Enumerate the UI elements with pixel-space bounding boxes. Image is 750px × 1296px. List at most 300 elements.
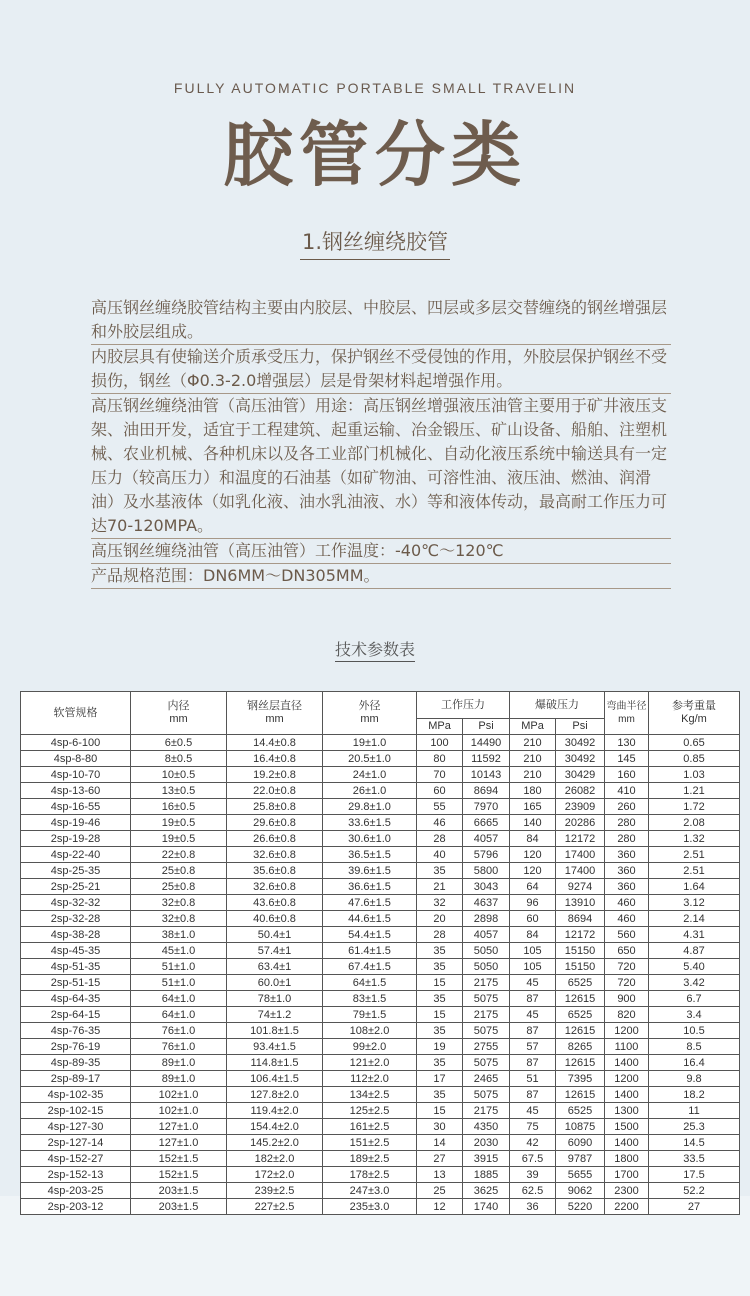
cell-model: 4sp-38-28: [21, 927, 131, 943]
cell-burst-psi: 23909: [556, 799, 605, 815]
cell-outer-diameter: 83±1.5: [323, 991, 417, 1007]
cell-burst-psi: 7395: [556, 1071, 605, 1087]
cell-working-mpa: 21: [417, 879, 463, 895]
spec-table: [20, 691, 740, 1215]
cell-outer-diameter: 61.4±1.5: [323, 943, 417, 959]
section-title-text: 1.钢丝缠绕胶管: [300, 226, 450, 260]
cell-outer-diameter: 36.6±1.5: [323, 879, 417, 895]
cell-working-mpa: 32: [417, 895, 463, 911]
table-row: [21, 735, 740, 751]
intro-text-block: [91, 296, 671, 589]
cell-outer-diameter: 26±1.0: [323, 783, 417, 799]
cell-weight: 2.51: [649, 863, 740, 879]
cell-wire-diameter: 16.4±0.8: [227, 751, 323, 767]
cell-weight: 3.12: [649, 895, 740, 911]
table-row: [21, 831, 740, 847]
cell-bend-radius: 1500: [605, 1119, 649, 1135]
cell-wire-diameter: 32.6±0.8: [227, 879, 323, 895]
cell-outer-diameter: 39.6±1.5: [323, 863, 417, 879]
cell-inner-diameter: 76±1.0: [131, 1023, 227, 1039]
cell-burst-psi: 26082: [556, 783, 605, 799]
cell-burst-mpa: 67.5: [510, 1151, 556, 1167]
cell-burst-psi: 17400: [556, 863, 605, 879]
cell-burst-psi: 30492: [556, 751, 605, 767]
cell-weight: 1.21: [649, 783, 740, 799]
cell-inner-diameter: 203±1.5: [131, 1199, 227, 1215]
table-row: [21, 911, 740, 927]
cell-burst-mpa: 210: [510, 751, 556, 767]
table-row: [21, 1119, 740, 1135]
cell-inner-diameter: 22±0.8: [131, 847, 227, 863]
cell-weight: 2.08: [649, 815, 740, 831]
cell-burst-mpa: 51: [510, 1071, 556, 1087]
cell-bend-radius: 650: [605, 943, 649, 959]
cell-inner-diameter: 64±1.0: [131, 991, 227, 1007]
cell-model: 4sp-64-35: [21, 991, 131, 1007]
cell-working-mpa: 25: [417, 1183, 463, 1199]
cell-model: 4sp-45-35: [21, 943, 131, 959]
cell-inner-diameter: 38±1.0: [131, 927, 227, 943]
cell-wire-diameter: 154.4±2.0: [227, 1119, 323, 1135]
cell-inner-diameter: 10±0.5: [131, 767, 227, 783]
cell-burst-mpa: 87: [510, 1087, 556, 1103]
cell-burst-mpa: 105: [510, 943, 556, 959]
header-inner-diameter: 内径 mm: [131, 692, 227, 735]
cell-bend-radius: 1200: [605, 1071, 649, 1087]
cell-wire-diameter: 32.6±0.8: [227, 847, 323, 863]
cell-wire-diameter: 172±2.0: [227, 1167, 323, 1183]
cell-working-psi: 4637: [463, 895, 510, 911]
cell-working-psi: 8694: [463, 783, 510, 799]
cell-burst-psi: 17400: [556, 847, 605, 863]
cell-bend-radius: 1700: [605, 1167, 649, 1183]
cell-outer-diameter: 125±2.5: [323, 1103, 417, 1119]
cell-inner-diameter: 32±0.8: [131, 895, 227, 911]
cell-working-psi: 2030: [463, 1135, 510, 1151]
cell-model: 2sp-51-15: [21, 975, 131, 991]
cell-model: 4sp-8-80: [21, 751, 131, 767]
cell-burst-psi: 8265: [556, 1039, 605, 1055]
cell-burst-psi: 10875: [556, 1119, 605, 1135]
cell-weight: 4.31: [649, 927, 740, 943]
cell-bend-radius: 1300: [605, 1103, 649, 1119]
cell-model: 4sp-76-35: [21, 1023, 131, 1039]
cell-working-mpa: 15: [417, 1007, 463, 1023]
cell-outer-diameter: 178±2.5: [323, 1167, 417, 1183]
cell-outer-diameter: 36.5±1.5: [323, 847, 417, 863]
cell-working-psi: 7970: [463, 799, 510, 815]
cell-weight: 52.2: [649, 1183, 740, 1199]
cell-working-psi: 2465: [463, 1071, 510, 1087]
cell-inner-diameter: 152±1.5: [131, 1151, 227, 1167]
cell-wire-diameter: 74±1.2: [227, 1007, 323, 1023]
cell-model: 4sp-25-35: [21, 863, 131, 879]
intro-paragraph: 高压钢丝缠绕油管（高压油管）用途：高压钢丝增强液压油管主要用于矿井液压支架、油田开发，适宜于工程建筑、起重运输、冶金锻压、矿山设备、船舶、注塑机械、农业机械、各种机床以及各工业部门机械化、自动化液压系统中输送具有一定压力（较高压力）和温度的石油基（如矿物油、可溶性油、液压油、燃油、润滑油）及水基液体（如乳化液、油水乳油液、水）等和液体传动，最高耐工作压力可达70-120MPA。: [91, 394, 671, 539]
cell-wire-diameter: 106.4±1.5: [227, 1071, 323, 1087]
cell-wire-diameter: 78±1.0: [227, 991, 323, 1007]
cell-model: 4sp-32-32: [21, 895, 131, 911]
cell-inner-diameter: 8±0.5: [131, 751, 227, 767]
cell-wire-diameter: 227±2.5: [227, 1199, 323, 1215]
cell-working-psi: 2175: [463, 1103, 510, 1119]
cell-working-psi: 1740: [463, 1199, 510, 1215]
cell-wire-diameter: 50.4±1: [227, 927, 323, 943]
cell-wire-diameter: 26.6±0.8: [227, 831, 323, 847]
cell-inner-diameter: 102±1.0: [131, 1103, 227, 1119]
table-row: [21, 767, 740, 783]
cell-weight: 3.42: [649, 975, 740, 991]
table-row: [21, 1007, 740, 1023]
cell-model: 4sp-89-35: [21, 1055, 131, 1071]
cell-inner-diameter: 25±0.8: [131, 863, 227, 879]
cell-wire-diameter: 40.6±0.8: [227, 911, 323, 927]
cell-inner-diameter: 19±0.5: [131, 815, 227, 831]
cell-burst-mpa: 42: [510, 1135, 556, 1151]
cell-inner-diameter: 13±0.5: [131, 783, 227, 799]
cell-working-mpa: 13: [417, 1167, 463, 1183]
cell-burst-mpa: 165: [510, 799, 556, 815]
cell-outer-diameter: 30.6±1.0: [323, 831, 417, 847]
cell-weight: 1.03: [649, 767, 740, 783]
cell-working-psi: 4350: [463, 1119, 510, 1135]
cell-bend-radius: 460: [605, 895, 649, 911]
cell-working-psi: 4057: [463, 831, 510, 847]
cell-bend-radius: 820: [605, 1007, 649, 1023]
cell-burst-psi: 12172: [556, 831, 605, 847]
cell-burst-psi: 30492: [556, 735, 605, 751]
cell-wire-diameter: 19.2±0.8: [227, 767, 323, 783]
cell-outer-diameter: 64±1.5: [323, 975, 417, 991]
cell-wire-diameter: 93.4±1.5: [227, 1039, 323, 1055]
cell-burst-mpa: 60: [510, 911, 556, 927]
table-row: [21, 1055, 740, 1071]
intro-paragraph: 内胶层具有使输送介质承受压力，保护钢丝不受侵蚀的作用，外胶层保护钢丝不受损伤，钢丝（Φ0.3-2.0增强层）层是骨架材料起增强作用。: [91, 345, 671, 394]
cell-working-mpa: 30: [417, 1119, 463, 1135]
table-row: [21, 1135, 740, 1151]
cell-working-mpa: 80: [417, 751, 463, 767]
cell-burst-mpa: 87: [510, 1023, 556, 1039]
cell-working-psi: 3915: [463, 1151, 510, 1167]
cell-bend-radius: 280: [605, 815, 649, 831]
cell-working-mpa: 60: [417, 783, 463, 799]
header-model: 软管规格: [21, 692, 131, 735]
cell-wire-diameter: 60.0±1: [227, 975, 323, 991]
cell-burst-psi: 15150: [556, 959, 605, 975]
table-row: [21, 895, 740, 911]
cell-wire-diameter: 25.8±0.8: [227, 799, 323, 815]
cell-inner-diameter: 51±1.0: [131, 959, 227, 975]
table-row: [21, 847, 740, 863]
table-row: [21, 1103, 740, 1119]
cell-weight: 11: [649, 1103, 740, 1119]
cell-working-psi: 3043: [463, 879, 510, 895]
header-outer-diameter: 外径 mm: [323, 692, 417, 735]
cell-burst-mpa: 96: [510, 895, 556, 911]
header-wire-diameter: 钢丝层直径 mm: [227, 692, 323, 735]
spec-table-body: [21, 735, 740, 1215]
table-row: [21, 943, 740, 959]
cell-burst-psi: 6525: [556, 1103, 605, 1119]
cell-outer-diameter: 121±2.0: [323, 1055, 417, 1071]
table-row: [21, 927, 740, 943]
cell-working-mpa: 27: [417, 1151, 463, 1167]
cell-burst-psi: 5220: [556, 1199, 605, 1215]
cell-wire-diameter: 35.6±0.8: [227, 863, 323, 879]
cell-bend-radius: 360: [605, 863, 649, 879]
cell-bend-radius: 1100: [605, 1039, 649, 1055]
cell-outer-diameter: 151±2.5: [323, 1135, 417, 1151]
cell-outer-diameter: 161±2.5: [323, 1119, 417, 1135]
cell-wire-diameter: 29.6±0.8: [227, 815, 323, 831]
cell-outer-diameter: 54.4±1.5: [323, 927, 417, 943]
table-row: [21, 799, 740, 815]
cell-bend-radius: 1400: [605, 1087, 649, 1103]
cell-model: 2sp-102-15: [21, 1103, 131, 1119]
cell-outer-diameter: 19±1.0: [323, 735, 417, 751]
cell-burst-mpa: 210: [510, 767, 556, 783]
cell-working-psi: 5050: [463, 943, 510, 959]
cell-weight: 1.72: [649, 799, 740, 815]
cell-outer-diameter: 47.6±1.5: [323, 895, 417, 911]
header-weight: 参考重量 Kg/m: [649, 692, 740, 735]
cell-burst-psi: 12172: [556, 927, 605, 943]
cell-burst-mpa: 140: [510, 815, 556, 831]
cell-outer-diameter: 33.6±1.5: [323, 815, 417, 831]
cell-outer-diameter: 79±1.5: [323, 1007, 417, 1023]
intro-paragraph: 产品规格范围：DN6MM～DN305MM。: [91, 564, 671, 589]
cell-outer-diameter: 108±2.0: [323, 1023, 417, 1039]
cell-working-psi: 2175: [463, 1007, 510, 1023]
cell-outer-diameter: 20.5±1.0: [323, 751, 417, 767]
cell-burst-psi: 6525: [556, 1007, 605, 1023]
cell-bend-radius: 2300: [605, 1183, 649, 1199]
cell-working-psi: 10143: [463, 767, 510, 783]
cell-model: 4sp-16-55: [21, 799, 131, 815]
cell-bend-radius: 130: [605, 735, 649, 751]
cell-burst-mpa: 45: [510, 1103, 556, 1119]
cell-weight: 0.85: [649, 751, 740, 767]
cell-working-mpa: 55: [417, 799, 463, 815]
cell-outer-diameter: 247±3.0: [323, 1183, 417, 1199]
cell-wire-diameter: 145.2±2.0: [227, 1135, 323, 1151]
cell-model: 4sp-10-70: [21, 767, 131, 783]
cell-burst-psi: 12615: [556, 991, 605, 1007]
cell-working-mpa: 35: [417, 1087, 463, 1103]
cell-model: 2sp-32-28: [21, 911, 131, 927]
cell-bend-radius: 145: [605, 751, 649, 767]
cell-wire-diameter: 22.0±0.8: [227, 783, 323, 799]
cell-wire-diameter: 43.6±0.8: [227, 895, 323, 911]
cell-bend-radius: 460: [605, 911, 649, 927]
cell-working-psi: 5796: [463, 847, 510, 863]
cell-burst-mpa: 87: [510, 1055, 556, 1071]
cell-weight: 18.2: [649, 1087, 740, 1103]
cell-burst-psi: 12615: [556, 1055, 605, 1071]
cell-burst-mpa: 120: [510, 847, 556, 863]
cell-weight: 6.7: [649, 991, 740, 1007]
cell-weight: 0.65: [649, 735, 740, 751]
cell-burst-mpa: 36: [510, 1199, 556, 1215]
cell-inner-diameter: 127±1.0: [131, 1119, 227, 1135]
intro-paragraph: 高压钢丝缠绕胶管结构主要由内胶层、中胶层、四层或多层交替缠绕的钢丝增强层和外胶层组成。: [91, 296, 671, 345]
cell-working-mpa: 70: [417, 767, 463, 783]
table-row: [21, 1039, 740, 1055]
cell-model: 2sp-76-19: [21, 1039, 131, 1055]
cell-model: 4sp-203-25: [21, 1183, 131, 1199]
cell-working-psi: 5075: [463, 1055, 510, 1071]
cell-bend-radius: 720: [605, 959, 649, 975]
header-working-mpa: MPa: [417, 719, 463, 735]
cell-burst-mpa: 84: [510, 831, 556, 847]
cell-burst-mpa: 57: [510, 1039, 556, 1055]
cell-weight: 17.5: [649, 1167, 740, 1183]
header-working-psi: Psi: [463, 719, 510, 735]
cell-weight: 4.87: [649, 943, 740, 959]
spec-table-title: [0, 637, 750, 660]
cell-working-mpa: 28: [417, 831, 463, 847]
cell-working-mpa: 19: [417, 1039, 463, 1055]
cell-working-psi: 11592: [463, 751, 510, 767]
cell-model: 2sp-152-13: [21, 1167, 131, 1183]
cell-working-psi: 2755: [463, 1039, 510, 1055]
cell-burst-mpa: 62.5: [510, 1183, 556, 1199]
cell-outer-diameter: 24±1.0: [323, 767, 417, 783]
header-burst-mpa: MPa: [510, 719, 556, 735]
cell-weight: 2.51: [649, 847, 740, 863]
cell-inner-diameter: 89±1.0: [131, 1071, 227, 1087]
cell-outer-diameter: 112±2.0: [323, 1071, 417, 1087]
cell-model: 2sp-64-15: [21, 1007, 131, 1023]
cell-working-psi: 4057: [463, 927, 510, 943]
cell-inner-diameter: 6±0.5: [131, 735, 227, 751]
table-row: [21, 863, 740, 879]
header-working-pressure: 工作压力: [417, 692, 510, 719]
cell-working-mpa: 12: [417, 1199, 463, 1215]
cell-inner-diameter: 127±1.0: [131, 1135, 227, 1151]
cell-model: 2sp-127-14: [21, 1135, 131, 1151]
table-row: [21, 1023, 740, 1039]
cell-burst-psi: 20286: [556, 815, 605, 831]
cell-wire-diameter: 63.4±1: [227, 959, 323, 975]
cell-weight: 14.5: [649, 1135, 740, 1151]
cell-model: 4sp-102-35: [21, 1087, 131, 1103]
cell-bend-radius: 720: [605, 975, 649, 991]
cell-wire-diameter: 239±2.5: [227, 1183, 323, 1199]
cell-bend-radius: 360: [605, 879, 649, 895]
cell-model: 4sp-22-40: [21, 847, 131, 863]
cell-working-psi: 2175: [463, 975, 510, 991]
cell-burst-mpa: 105: [510, 959, 556, 975]
cell-inner-diameter: 32±0.8: [131, 911, 227, 927]
cell-model: 4sp-152-27: [21, 1151, 131, 1167]
cell-bend-radius: 560: [605, 927, 649, 943]
cell-model: 4sp-6-100: [21, 735, 131, 751]
cell-outer-diameter: 67.4±1.5: [323, 959, 417, 975]
cell-bend-radius: 1400: [605, 1055, 649, 1071]
cell-model: 2sp-89-17: [21, 1071, 131, 1087]
cell-wire-diameter: 119.4±2.0: [227, 1103, 323, 1119]
cell-working-psi: 3625: [463, 1183, 510, 1199]
cell-working-mpa: 28: [417, 927, 463, 943]
cell-model: 2sp-19-28: [21, 831, 131, 847]
cell-working-mpa: 15: [417, 1103, 463, 1119]
table-row: [21, 1183, 740, 1199]
cell-working-mpa: 35: [417, 943, 463, 959]
cell-burst-psi: 6090: [556, 1135, 605, 1151]
cell-inner-diameter: 152±1.5: [131, 1167, 227, 1183]
table-row: [21, 1199, 740, 1215]
cell-working-mpa: 17: [417, 1071, 463, 1087]
cell-working-mpa: 35: [417, 991, 463, 1007]
cell-working-psi: 5050: [463, 959, 510, 975]
cell-working-psi: 5075: [463, 991, 510, 1007]
table-row: [21, 975, 740, 991]
cell-model: 2sp-203-12: [21, 1199, 131, 1215]
cell-working-mpa: 20: [417, 911, 463, 927]
cell-bend-radius: 1400: [605, 1135, 649, 1151]
cell-weight: 9.8: [649, 1071, 740, 1087]
table-row: [21, 751, 740, 767]
cell-inner-diameter: 45±1.0: [131, 943, 227, 959]
cell-working-mpa: 35: [417, 1023, 463, 1039]
table-row: [21, 991, 740, 1007]
cell-working-psi: 14490: [463, 735, 510, 751]
table-row: [21, 1071, 740, 1087]
cell-burst-mpa: 87: [510, 991, 556, 1007]
cell-inner-diameter: 102±1.0: [131, 1087, 227, 1103]
page-title: 胶管分类: [223, 114, 527, 196]
header-burst-psi: Psi: [556, 719, 605, 735]
cell-burst-psi: 12615: [556, 1087, 605, 1103]
cell-bend-radius: 2200: [605, 1199, 649, 1215]
cell-burst-psi: 12615: [556, 1023, 605, 1039]
table-row: [21, 1087, 740, 1103]
table-row: [21, 879, 740, 895]
cell-weight: 27: [649, 1199, 740, 1215]
cell-wire-diameter: 101.8±1.5: [227, 1023, 323, 1039]
cell-outer-diameter: 235±3.0: [323, 1199, 417, 1215]
cell-inner-diameter: 19±0.5: [131, 831, 227, 847]
cell-inner-diameter: 16±0.5: [131, 799, 227, 815]
cell-burst-mpa: 180: [510, 783, 556, 799]
cell-weight: 33.5: [649, 1151, 740, 1167]
cell-burst-psi: 9787: [556, 1151, 605, 1167]
cell-weight: 5.40: [649, 959, 740, 975]
cell-burst-psi: 5655: [556, 1167, 605, 1183]
cell-model: 4sp-51-35: [21, 959, 131, 975]
table-row: [21, 815, 740, 831]
cell-working-psi: 1885: [463, 1167, 510, 1183]
spec-table-title-text: 技术参数表: [335, 640, 415, 662]
cell-outer-diameter: 134±2.5: [323, 1087, 417, 1103]
cell-burst-psi: 8694: [556, 911, 605, 927]
cell-burst-psi: 6525: [556, 975, 605, 991]
cell-burst-psi: 15150: [556, 943, 605, 959]
cell-working-mpa: 100: [417, 735, 463, 751]
cell-burst-mpa: 64: [510, 879, 556, 895]
cell-working-mpa: 14: [417, 1135, 463, 1151]
cell-wire-diameter: 57.4±1: [227, 943, 323, 959]
cell-outer-diameter: 44.6±1.5: [323, 911, 417, 927]
cell-model: 4sp-19-46: [21, 815, 131, 831]
cell-model: 4sp-13-60: [21, 783, 131, 799]
table-row: [21, 959, 740, 975]
cell-burst-mpa: 210: [510, 735, 556, 751]
cell-inner-diameter: 76±1.0: [131, 1039, 227, 1055]
cell-inner-diameter: 203±1.5: [131, 1183, 227, 1199]
cell-bend-radius: 900: [605, 991, 649, 1007]
cell-wire-diameter: 114.8±1.5: [227, 1055, 323, 1071]
